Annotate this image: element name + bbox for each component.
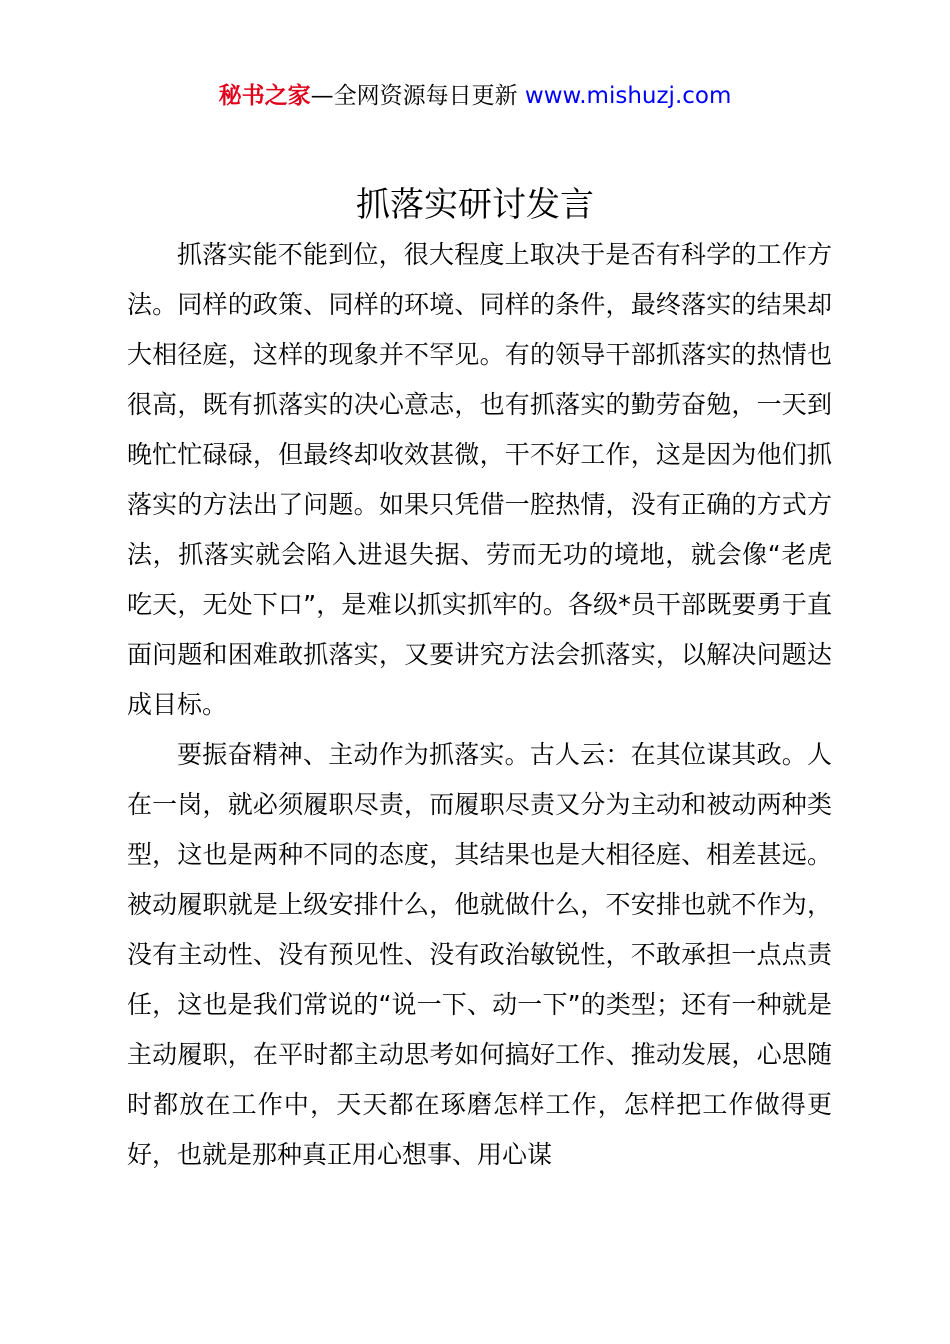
paragraph-2: 要振奋精神、主动作为抓落实。古人云：在其位谋其政。人在一岗，就必须履职尽责，而履职尽责又分为主动和被动两种类型，这也是两种不同的态度，其结果也是大相径庭、相差甚远。被动履职就是上级安排什么，他就做什么，不安排也就不作为，没有主动性、没有预见性、没有政治敏锐性，不敢承担一点点责任，这也是我们常说的“说一下、动一下”的类型；还有一种就是主动履职，在平时都主动思考如何搞好工作、推动发展，心思随时都放在工作中，天天都在琢磨怎样工作，怎样把工作做得更好，也就是那种真正用心想事、用心谋 [127, 740, 832, 1169]
document-title: 抓落实研讨发言 [356, 185, 594, 225]
site-brand: 秘书之家 [218, 83, 311, 109]
site-header [0, 80, 950, 112]
site-url-link[interactable]: www.mishuzj.com [524, 83, 732, 109]
paragraph-1: 抓落实能不能到位，很大程度上取决于是否有科学的工作方法。同样的政策、同样的环境、同样的条件，最终落实的结果却大相径庭，这样的现象并不罕见。有的领导干部抓落实的热情也很高，既有抓落实的决心意志，也有抓落实的勤劳奋勉，一天到晚忙忙碌碌，但最终却收效甚微，干不好工作，这是因为他们抓落实的方法出了问题。如果只凭借一腔热情，没有正确的方式方法，抓落实就会陷入进退失据、劳而无功的境地，就会像“老虎吃天，无处下口”，是难以抓实抓牢的。各级*员干部既要勇于直面问题和困难敢抓落实，又要讲究方法会抓落实，以解决问题达成目标。 [127, 240, 832, 719]
document-body [127, 230, 832, 1180]
site-tagline: —全网资源每日更新 [310, 83, 525, 109]
